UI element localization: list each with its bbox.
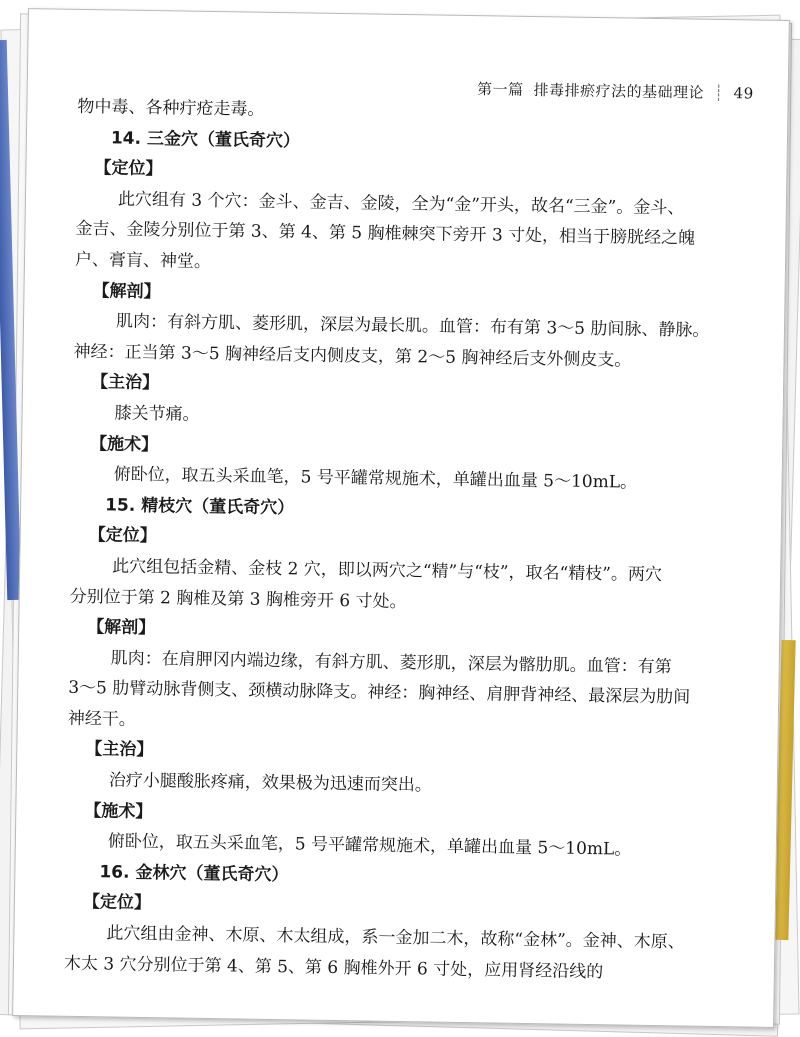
subheading-indications: 【主治】	[90, 372, 160, 394]
section-heading-16: 16. 金林穴（董氏奇穴）	[99, 862, 289, 886]
subheading-anatomy: 【解剖】	[87, 617, 156, 639]
section-heading-15: 15. 精枝穴（董氏奇穴）	[105, 495, 295, 519]
page-body	[64, 92, 748, 990]
body-line: 肌肉：有斜方肌、菱形肌，深层为最长肌。血管：布有第 3～5 肋间脉、静脉。	[115, 311, 710, 341]
body-line: 户、膏肓、神堂。	[74, 249, 212, 272]
body-line: 物中毒、各种疔疮走毒。	[77, 96, 265, 120]
body-line: 膝关节痛。	[114, 403, 200, 425]
subheading-location: 【定位】	[82, 892, 152, 914]
body-line: 神经干。	[67, 708, 136, 730]
body-line: 此穴组由金神、木原、木太组成，系一金加二木，故称“金林”。金神、木原、	[106, 923, 685, 953]
body-line: 俯卧位，取五头采血笔，5 号平罐常规施术，单罐出血量 5～10mL。	[113, 464, 638, 493]
subheading-procedure: 【施术】	[89, 433, 159, 455]
body-line: 金吉、金陵分别位于第 3、第 4、第 5 胸椎棘突下旁开 3 寸处，相当于膀胱经之魄	[75, 219, 696, 249]
subheading-indications: 【主治】	[85, 739, 154, 761]
page-number: 49	[733, 83, 754, 102]
section-heading-14: 14. 三金穴（董氏奇穴）	[110, 127, 301, 151]
subheading-location: 【定位】	[88, 525, 157, 547]
body-line: 俯卧位，取五头采血笔，5 号平罐常规施术，单罐出血量 5～10mL。	[107, 831, 632, 860]
subheading-location: 【定位】	[94, 158, 163, 180]
body-line: 治疗小腿酸胀疼痛，效果极为迅速而突出。	[108, 770, 432, 796]
body-line: 分别位于第 2 胸椎及第 3 胸椎旁开 6 寸处。	[69, 586, 407, 612]
body-line: 肌肉：在肩胛冈内端边缘，有斜方肌、菱形肌，深层为髂肋肌。血管：有第	[110, 648, 672, 677]
body-line: 神经：正当第 3～5 胸神经后支内侧皮支，第 2～5 胸神经后支外侧皮支。	[73, 341, 632, 371]
header-separator: ┊	[713, 83, 724, 102]
subheading-anatomy: 【解剖】	[92, 280, 161, 302]
body-line: 木太 3 穴分别位于第 4、第 5、第 6 胸椎外开 6 寸处，应用肾经沿线的	[63, 953, 604, 982]
header-part: 第一篇	[476, 80, 524, 99]
subheading-procedure: 【施术】	[84, 800, 153, 822]
body-line: 此穴组有 3 个穴：金斗、金吉、金陵，全为“金”开头，故名“三金”。金斗、	[117, 189, 685, 219]
book-page	[12, 8, 790, 1028]
body-line: 此穴组包括金精、金枝 2 穴，即以两穴之“精”与“枝”，取名“精枝”。两穴	[112, 556, 663, 586]
body-line: 3～5 肋臂动脉背侧支、颈横动脉降支。神经：胸神经、肩胛背神经、最深层为肋间	[68, 678, 691, 708]
header-title: 排毒排瘀疗法的基础理论	[533, 81, 705, 102]
